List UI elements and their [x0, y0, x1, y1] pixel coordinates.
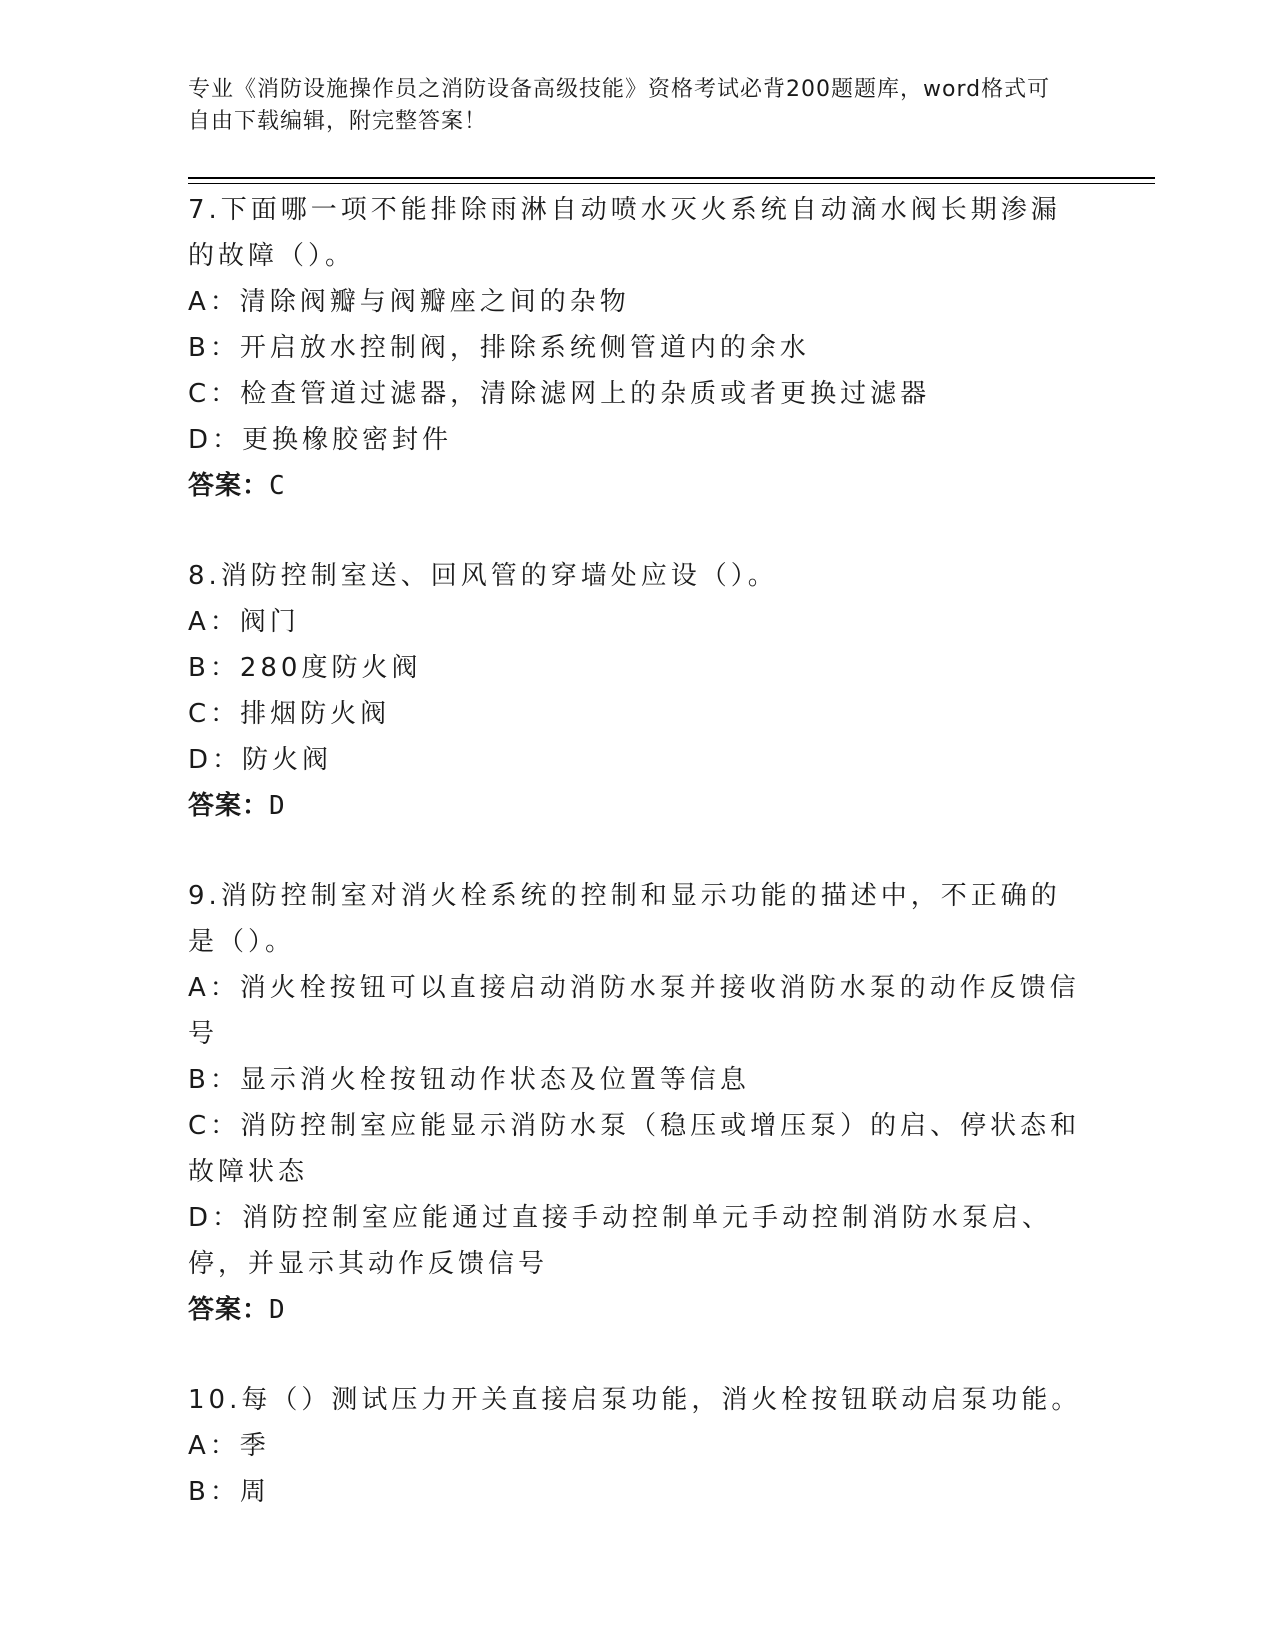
- option-c: C：检查管道过滤器，清除滤网上的杂质或者更换过滤器: [188, 379, 931, 409]
- option-d: D：消防控制室应能通过直接手动控制单元手动控制消防水泵启、停，并显示其动作反馈信号: [188, 1203, 1053, 1279]
- answer-value: D: [269, 791, 286, 821]
- answer-value: C: [269, 471, 286, 501]
- question-9: [188, 873, 1088, 1333]
- question-stem: 10.每（）测试压力开关直接启泵功能，消火栓按钮联动启泵功能。: [188, 1385, 1082, 1415]
- question-list: [188, 187, 1088, 1559]
- question-stem: 8.消防控制室送、回风管的穿墙处应设（）。: [188, 561, 778, 591]
- question-7: [188, 187, 1088, 509]
- option-b: B：显示消火栓按钮动作状态及位置等信息: [188, 1065, 750, 1095]
- question-10: [188, 1377, 1088, 1515]
- answer: [188, 1287, 1088, 1333]
- option-a: A：阀门: [188, 607, 300, 637]
- option-b: B：周: [188, 1477, 270, 1507]
- answer-label: 答案：: [188, 471, 270, 501]
- option-b: B：开启放水控制阀，排除系统侧管道内的余水: [188, 333, 810, 363]
- option-a: A：季: [188, 1431, 270, 1461]
- option-a: A：清除阀瓣与阀瓣座之间的杂物: [188, 287, 630, 317]
- header-divider-thick: [188, 177, 1155, 179]
- option-a: A：消火栓按钮可以直接启动消防水泵并接收消防水泵的动作反馈信号: [188, 973, 1080, 1049]
- header-divider-thin: [188, 183, 1155, 184]
- document-header: 专业《消防设施操作员之消防设备高级技能》资格考试必背200题题库，word格式可自由下载编辑，附完整答案！: [188, 77, 1051, 134]
- answer: [188, 783, 1088, 829]
- option-c: C：排烟防火阀: [188, 699, 391, 729]
- option-d: D：更换橡胶密封件: [188, 425, 453, 455]
- option-b: B：280度防火阀: [188, 653, 422, 683]
- question-8: [188, 553, 1088, 829]
- question-stem: 9.消防控制室对消火栓系统的控制和显示功能的描述中，不正确的是（）。: [188, 881, 1061, 957]
- question-stem: 7.下面哪一项不能排除雨淋自动喷水灭火系统自动滴水阀长期渗漏的故障（）。: [188, 195, 1061, 271]
- option-c: C：消防控制室应能显示消防水泵（稳压或增压泵）的启、停状态和故障状态: [188, 1111, 1081, 1187]
- answer: [188, 463, 1088, 509]
- option-d: D：防火阀: [188, 745, 333, 775]
- answer-label: 答案：: [188, 1295, 270, 1325]
- answer-label: 答案：: [188, 791, 270, 821]
- answer-value: D: [269, 1295, 286, 1325]
